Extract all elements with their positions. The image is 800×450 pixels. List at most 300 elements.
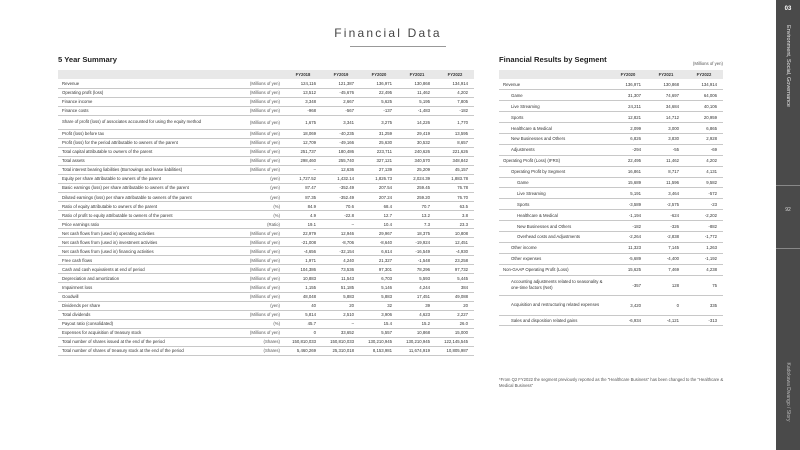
table-row [58,211,474,220]
row-value: 3,275 [360,115,398,129]
row-label: Cash and cash equivalents at end of period [58,265,234,274]
table-row [499,112,723,123]
row-value: 70.6 [322,202,360,211]
row-value: 18,069 [284,129,322,138]
row-value: 12,946 [322,229,360,238]
row-label: Payout ratio (consolidated) [58,319,234,328]
table-row [58,220,474,229]
table-row [499,221,723,232]
row-unit: (Shares) [234,337,284,346]
row-value: 14,226 [398,115,436,129]
row-value: 18,375 [398,229,436,238]
row-unit: (Millions of yen) [234,238,284,247]
row-value: 5,195 [398,97,436,106]
row-value: – [322,319,360,328]
row-value: -45,676 [322,88,360,97]
row-unit: (Millions of yen) [234,328,284,337]
row-label: Non-GAAP Operating Profit (Loss) [499,264,609,275]
row-value: -5,689 [609,253,647,264]
row-value: 29,967 [360,229,398,238]
row-value: 3,348 [284,97,322,106]
row-value: 73,536 [322,265,360,274]
row-value: 6,614 [360,247,398,256]
row-value: 130,868 [647,79,685,90]
row-label: Price earnings ratio [58,220,234,229]
title-underline [350,46,446,47]
row-value: 22,979 [284,229,322,238]
row-value: 5,146 [360,283,398,292]
row-label: Sports [499,112,609,123]
row-value: 15,689 [609,177,647,188]
table-row [58,247,474,256]
row-label: Ratio of profit to equity attributable to owners of the parent [58,211,234,220]
row-label: Healthcare & Medical [499,123,609,134]
row-label: Net cash flows from (used in) operating activities [58,229,234,238]
row-value: 5,445 [436,274,474,283]
row-value: 1,826.73 [360,174,398,183]
row-value: 49,088 [436,292,474,301]
row-unit: (yen) [234,301,284,310]
row-value: -313 [685,315,723,326]
row-label: Other income [499,242,609,253]
row-value: 25,209 [398,165,436,174]
page-number: 92 [785,207,791,213]
row-value: 6,826 [609,133,647,144]
table-row [58,138,474,147]
row-value: 20 [322,301,360,310]
row-value: – [284,165,322,174]
row-value: 70.7 [398,202,436,211]
row-label: Equity per share attributable to owners of the parent [58,174,234,183]
row-value: 4,202 [685,155,723,166]
row-value: 180,486 [322,147,360,156]
row-unit: (Millions of yen) [234,165,284,174]
row-value: 64,006 [685,90,723,101]
row-unit: (yen) [234,183,284,192]
row-label: Total assets [58,156,234,165]
row-value: 3,341 [322,115,360,129]
row-unit: (%) [234,319,284,328]
table-row [499,253,723,264]
row-label: Game [499,90,609,101]
header-year: FY2021 [647,70,685,79]
row-value: -55 [647,144,685,155]
row-value: 30,532 [398,138,436,147]
row-value: 207.24 [360,193,398,202]
row-value: 340,570 [398,156,436,165]
table-row [499,79,723,90]
header-year: FY2019 [322,70,360,79]
row-value: 240,626 [398,147,436,156]
row-value: -882 [685,221,723,232]
row-value: 51,185 [322,283,360,292]
header-year: FY2020 [360,70,398,79]
row-value: 150,810,033 [284,337,322,346]
row-value: 7,805 [436,97,474,106]
table-row [58,337,474,346]
row-label: Acquisition and restructuring related expenses [499,295,609,315]
row-value: 76.70 [436,193,474,202]
row-unit: (%) [234,202,284,211]
row-value: 20,959 [685,112,723,123]
row-value: 8,153,981 [360,346,398,355]
row-value: 3,830 [647,133,685,144]
row-value: -357 [609,275,647,295]
row-value: -69 [685,144,723,155]
row-value: -182 [436,106,474,115]
table-row [499,188,723,199]
row-unit: (Millions of yen) [234,106,284,115]
row-value: 150,810,033 [322,337,360,346]
row-value: 63.5 [436,202,474,211]
row-value: 13.2 [398,211,436,220]
row-value: 17,451 [398,292,436,301]
row-value: 11,462 [398,88,436,97]
row-value: 384 [436,283,474,292]
table-row [58,310,474,319]
row-value: 12.7 [360,211,398,220]
table-row [499,177,723,188]
row-label: Finance income [58,97,234,106]
row-value: 11,462 [647,155,685,166]
row-value: 1,770 [436,115,474,129]
table-row [499,101,723,112]
table-row [58,115,474,129]
row-value: 104,386 [284,265,322,274]
row-value: -294 [609,144,647,155]
row-value: 207.54 [360,183,398,192]
row-unit: (Millions of yen) [234,97,284,106]
row-value: 26.0 [436,319,474,328]
table-row [499,144,723,155]
row-value: 78,296 [398,265,436,274]
row-value: 4,202 [436,88,474,97]
table-row [499,123,723,134]
row-unit: (Millions of yen) [234,147,284,156]
header-year: FY2020 [609,70,647,79]
table-row [58,301,474,310]
row-value: 23,258 [436,256,474,265]
row-value: 15,625 [609,264,647,275]
table-row [58,256,474,265]
row-value: 5,191 [609,188,647,199]
row-label: Operating Profit (Loss) (IFRS) [499,155,609,166]
row-value: 10,868 [398,328,436,337]
row-unit: (Millions of yen) [234,283,284,292]
row-value: 33,652 [322,328,360,337]
table-row [499,133,723,144]
table-row [58,283,474,292]
row-label: Live Streaming [499,188,609,199]
row-unit: (Ratio) [234,220,284,229]
unit-note: (Millions of yen) [692,61,723,66]
row-value: 8,717 [647,166,685,177]
row-label: Total interest bearing liabilities (Borrowings and lease liabilities) [58,165,234,174]
table-row [58,88,474,97]
row-unit: (Millions of yen) [234,229,284,238]
row-value: 136,971 [360,79,398,88]
row-value: 3,420 [609,295,647,315]
five-year-summary-title: 5 Year Summary [58,55,117,64]
row-value: -40,235 [322,129,360,138]
row-unit: (Millions of yen) [234,310,284,319]
row-value: -572 [685,188,723,199]
row-value: 5,883 [322,292,360,301]
row-value: 8,657 [436,138,474,147]
row-value: 40,106 [685,101,723,112]
row-value: -137 [360,106,398,115]
row-value: -326 [647,221,685,232]
row-value: 128 [647,275,685,295]
row-value: 21,327 [360,256,398,265]
five-year-summary-table [58,70,474,356]
row-value: 1,263 [685,242,723,253]
row-value: 327,121 [360,156,398,165]
table-row [58,106,474,115]
row-value: 3,906 [360,310,398,319]
row-label: Basic earnings (loss) per share attributable to owners of the parent [58,183,234,192]
table-row [58,328,474,337]
header-year: FY2022 [436,70,474,79]
table-row [58,174,474,183]
segment-results-table [499,70,723,326]
row-value: 32 [360,301,398,310]
row-value: 15.2 [398,319,436,328]
row-label: Ratio of equity attributable to owners of the parent [58,202,234,211]
row-value: 1,432.14 [322,174,360,183]
table-row [499,90,723,101]
row-value: 1,675 [284,115,322,129]
row-label: Total number of shares of treasury stock at the end of the period [58,346,234,355]
row-value: 31,307 [609,90,647,101]
row-value: 13,512 [284,88,322,97]
row-value: 15,000 [436,328,474,337]
row-value: -19,924 [398,238,436,247]
row-value: 3,000 [647,123,685,134]
row-value: 2,024.39 [398,174,436,183]
table-row [58,265,474,274]
row-value: 2,510 [322,310,360,319]
row-value: 97,732 [436,265,474,274]
row-value: -8,640 [360,238,398,247]
row-value: 3,464 [647,188,685,199]
row-label: Revenue [499,79,609,90]
row-label: Operating profit (loss) [58,88,234,97]
row-label: Total dividends [58,310,234,319]
row-unit: (Millions of yen) [234,79,284,88]
row-value: 20 [436,301,474,310]
row-value: 87.35 [284,193,322,202]
row-value: 5,557 [360,328,398,337]
row-value: -968 [284,106,322,115]
row-label: Profit (loss) for the period attributable to owners of the parent [58,138,234,147]
row-label: Total number of shares issued at the end of the period [58,337,234,346]
row-label: Depreciation and amortization [58,274,234,283]
row-value: 45.7 [284,319,322,328]
row-value: -4,121 [647,315,685,326]
row-unit: (Millions of yen) [234,129,284,138]
row-value: 5,625 [360,97,398,106]
header-blank-label [58,70,234,79]
row-value: 7.3 [398,220,436,229]
section-sidebar [776,0,800,450]
row-unit: (Millions of yen) [234,247,284,256]
segment-results-title: Financial Results by Segment [499,55,607,64]
table-row [499,275,723,295]
row-value: 130,210,945 [398,337,436,346]
row-label: Live Streaming [499,101,609,112]
row-value: -21,008 [284,238,322,247]
row-unit: (yen) [234,193,284,202]
row-label: Other expenses [499,253,609,264]
row-label: Diluted earnings (loss) per share attributable to owners of the parent [58,193,234,202]
row-value: 27,139 [360,165,398,174]
page-tab [776,185,800,249]
row-label: Dividends per share [58,301,234,310]
row-unit: (Millions of yen) [234,274,284,283]
sidebar-footer-label: Kadokawa Dwango / Story [785,362,791,422]
table-row [499,295,723,315]
table-row [58,292,474,301]
row-value: 4.9 [284,211,322,220]
row-value: -8,706 [322,238,360,247]
row-value: 4,131 [685,166,723,177]
table-row [499,315,723,326]
row-value: 10.4 [360,220,398,229]
table-row [499,199,723,210]
row-value: 10,805,987 [436,346,474,355]
row-label: Net cash flows from (used in) investment activities [58,238,234,247]
row-value: 130,868 [398,79,436,88]
row-value: 22,495 [360,88,398,97]
row-label: Finance costs [58,106,234,115]
row-value: 34,684 [647,101,685,112]
row-value: 25,310,018 [322,346,360,355]
row-value: 76.78 [436,183,474,192]
row-value: 6,865 [685,123,723,134]
table-row [58,193,474,202]
section-label: Environment, Social, Governance [785,25,791,107]
row-unit: (Millions of yen) [234,138,284,147]
row-value: 2,099 [609,123,647,134]
section-number: 03 [784,6,792,12]
row-value: 19.1 [284,220,322,229]
row-value: -2,838 [647,231,685,242]
row-value: -567 [322,106,360,115]
row-value: 122,145,545 [436,337,474,346]
row-value: 16,861 [609,166,647,177]
row-value: 11,323 [609,242,647,253]
row-value: 75 [685,275,723,295]
row-value: -32,154 [322,247,360,256]
table-header-row [58,70,474,79]
row-value: 130,210,945 [360,337,398,346]
row-unit: (Shares) [234,346,284,355]
row-label: Overhead costs and Adjustments [499,231,609,242]
table-row [499,231,723,242]
row-value: 259.20 [398,193,436,202]
row-value: – [322,220,360,229]
row-value: -352.49 [322,183,360,192]
table-row [58,165,474,174]
row-value: 12,636 [322,165,360,174]
row-value: 136,971 [609,79,647,90]
row-value: -6,934 [609,315,647,326]
table-row [58,238,474,247]
row-value: 11,596 [647,177,685,188]
table-row [58,319,474,328]
row-value: 7,469 [647,264,685,275]
table-header-row [499,70,723,79]
table-row [58,183,474,192]
row-value: 4,240 [322,256,360,265]
header-year: FY2018 [284,70,322,79]
header-year: FY2022 [685,70,723,79]
row-value: 3.8 [436,211,474,220]
row-value: -2,264 [609,231,647,242]
row-value: -3,589 [609,199,647,210]
row-label: New Businesses and Others [499,133,609,144]
row-value: -2,202 [685,210,723,221]
table-row [58,156,474,165]
row-value: -182 [609,221,647,232]
header-blank-unit [234,70,284,79]
row-value: 251,737 [284,147,322,156]
row-value: 24,211 [609,101,647,112]
row-label: Sports [499,199,609,210]
row-value: 5,883 [360,292,398,301]
table-row [58,346,474,355]
table-row [58,147,474,156]
row-value: 7,145 [647,242,685,253]
row-value: 0 [647,295,685,315]
row-label: Expenses for acquisition of treasury stock [58,328,234,337]
row-label: Share of profit (loss) of associates accounted for using the equity method [58,115,234,129]
table-row [499,210,723,221]
row-value: 10,808 [436,229,474,238]
row-value: -4,930 [436,247,474,256]
header-year: FY2021 [398,70,436,79]
row-value: 39 [398,301,436,310]
row-value: 2,227 [436,310,474,319]
row-unit: (Millions of yen) [234,88,284,97]
row-value: 84.9 [284,202,322,211]
row-value: -2,575 [647,199,685,210]
segment-footnote: *From Q2 FY2022 the segment previously reported as the "Healthcare Business" has been changed to the "Healthcare & Medical Business" [499,377,724,388]
row-value: -4,400 [647,253,685,264]
header-blank-label [499,70,609,79]
row-value: 13,595 [436,129,474,138]
row-unit: (%) [234,211,284,220]
row-value: -1,194 [609,210,647,221]
row-label: Healthcare & Medical [499,210,609,221]
row-value: 1,971 [284,256,322,265]
row-value: -23 [685,199,723,210]
row-value: 68.4 [360,202,398,211]
row-value: 4,238 [685,264,723,275]
row-label: Accounting adjustments related to seasonality & one-time factors (Net) [499,275,609,295]
row-value: 335 [685,295,723,315]
table-row [58,97,474,106]
row-value: 121,387 [322,79,360,88]
row-value: 1,727.52 [284,174,322,183]
row-value: 0 [284,328,322,337]
row-value: -49,166 [322,138,360,147]
row-value: -1,772 [685,231,723,242]
row-value: -1,548 [398,256,436,265]
table-row [58,229,474,238]
row-value: -16,549 [398,247,436,256]
